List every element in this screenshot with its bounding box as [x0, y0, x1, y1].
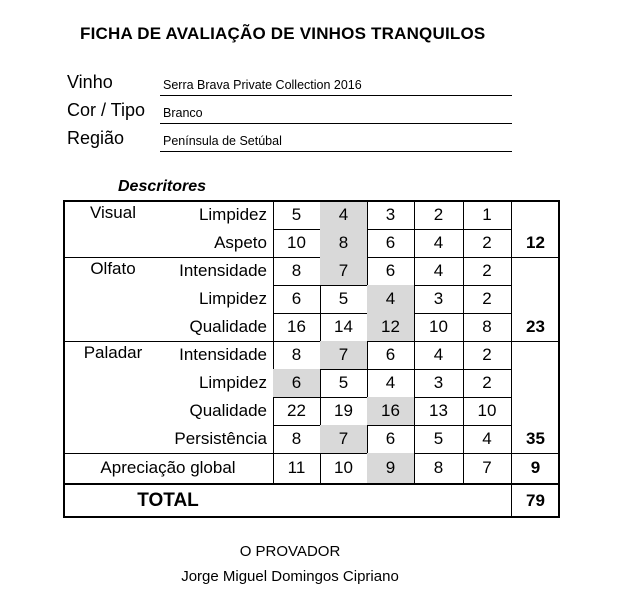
score-cell: 6	[273, 369, 320, 397]
score-cell: 2	[482, 233, 492, 252]
score-cell: 8	[482, 317, 492, 336]
score-cell: 7	[320, 257, 367, 285]
score-cell: 4	[433, 345, 444, 364]
descriptor-label: Persistência	[174, 429, 267, 448]
info-value: Península de Setúbal	[163, 134, 282, 148]
score-cell: 4	[433, 261, 444, 280]
score-cell: 6	[385, 345, 396, 364]
score-cell: 5	[291, 204, 302, 224]
score-cell: 5	[433, 429, 444, 448]
score-cell: 8	[291, 429, 302, 448]
info-label: Vinho	[67, 72, 113, 92]
descriptor-label: Intensidade	[179, 261, 267, 280]
descriptor-label: Aspeto	[214, 233, 267, 252]
info-row-vinho	[67, 70, 512, 96]
global-total: 9	[530, 458, 541, 477]
score-cell: 2	[482, 289, 492, 308]
score-cell: 10	[477, 401, 497, 420]
score-cell: 3	[433, 289, 444, 308]
score-cell: 16	[367, 397, 414, 425]
score-cell: 2	[482, 345, 492, 364]
global-label: Apreciação global	[100, 458, 236, 477]
score-cell: 19	[334, 401, 353, 420]
info-value: Branco	[163, 106, 203, 120]
score-cell: 4	[433, 233, 444, 252]
score-cell: 10	[287, 233, 306, 252]
score-cell: 8	[433, 458, 444, 477]
score-cell: 8	[291, 345, 302, 364]
score-cell: 10	[429, 317, 448, 336]
total-label: TOTAL	[137, 489, 199, 511]
info-label: Região	[67, 128, 125, 148]
descriptor-label: Qualidade	[189, 317, 267, 336]
score-cell: 10	[334, 458, 353, 477]
score-cell: 2	[433, 204, 444, 224]
sheet-title: FICHA DE AVALIAÇÃO DE VINHOS TRANQUILOS	[80, 24, 486, 43]
score-cell: 7	[320, 425, 367, 453]
info-underline	[160, 123, 512, 124]
score-cell: 6	[385, 261, 396, 280]
score-cell: 9	[367, 453, 414, 483]
score-cell: 16	[287, 317, 306, 336]
score-cell: 11	[287, 458, 306, 477]
section-name: Visual	[90, 202, 136, 222]
info-row-cor-tipo	[67, 98, 512, 124]
score-cell: 4	[385, 373, 396, 392]
section-total: 23	[526, 317, 545, 336]
descriptor-label: Qualidade	[189, 401, 267, 420]
score-cell: 3	[385, 204, 396, 224]
total-value: 79	[526, 490, 545, 510]
score-cell: 6	[385, 429, 396, 448]
descriptor-label: Limpidez	[198, 204, 267, 224]
score-cell: 13	[429, 401, 448, 420]
provador-name: Jorge Miguel Domingos Cipriano	[181, 568, 399, 585]
descritores-heading: Descritores	[118, 178, 207, 195]
score-cell: 6	[291, 289, 302, 308]
score-cell: 14	[334, 317, 353, 336]
score-cell: 1	[482, 204, 492, 224]
descriptor-label: Intensidade	[179, 345, 267, 364]
score-cell: 6	[385, 233, 396, 252]
score-cell: 22	[287, 401, 306, 420]
score-cell: 4	[367, 285, 414, 313]
score-cell: 7	[482, 458, 492, 477]
info-value: Serra Brava Private Collection 2016	[163, 78, 362, 92]
descriptor-label: Limpidez	[198, 373, 267, 392]
score-cell: 2	[482, 261, 492, 280]
info-label: Cor / Tipo	[67, 100, 146, 120]
info-underline	[160, 95, 512, 96]
score-cell: 4	[482, 429, 492, 448]
section-total: 35	[526, 429, 545, 448]
score-cell: 2	[482, 373, 492, 392]
info-row-regiao	[67, 126, 512, 152]
section-name: Olfato	[90, 259, 136, 278]
score-cell: 12	[367, 313, 414, 341]
evaluation-table	[63, 200, 560, 518]
score-cell: 3	[433, 373, 444, 392]
score-cell: 7	[320, 341, 367, 369]
provador-label: O PROVADOR	[239, 543, 341, 560]
score-cell: 5	[338, 373, 349, 392]
info-underline	[160, 151, 512, 152]
score-cell: 4	[320, 200, 367, 229]
score-cell: 8	[291, 261, 302, 280]
score-cell: 5	[338, 289, 349, 308]
section-total: 12	[526, 233, 545, 252]
score-cell: 8	[320, 229, 367, 257]
section-name: Paladar	[83, 343, 143, 362]
descriptor-label: Limpidez	[198, 289, 267, 308]
